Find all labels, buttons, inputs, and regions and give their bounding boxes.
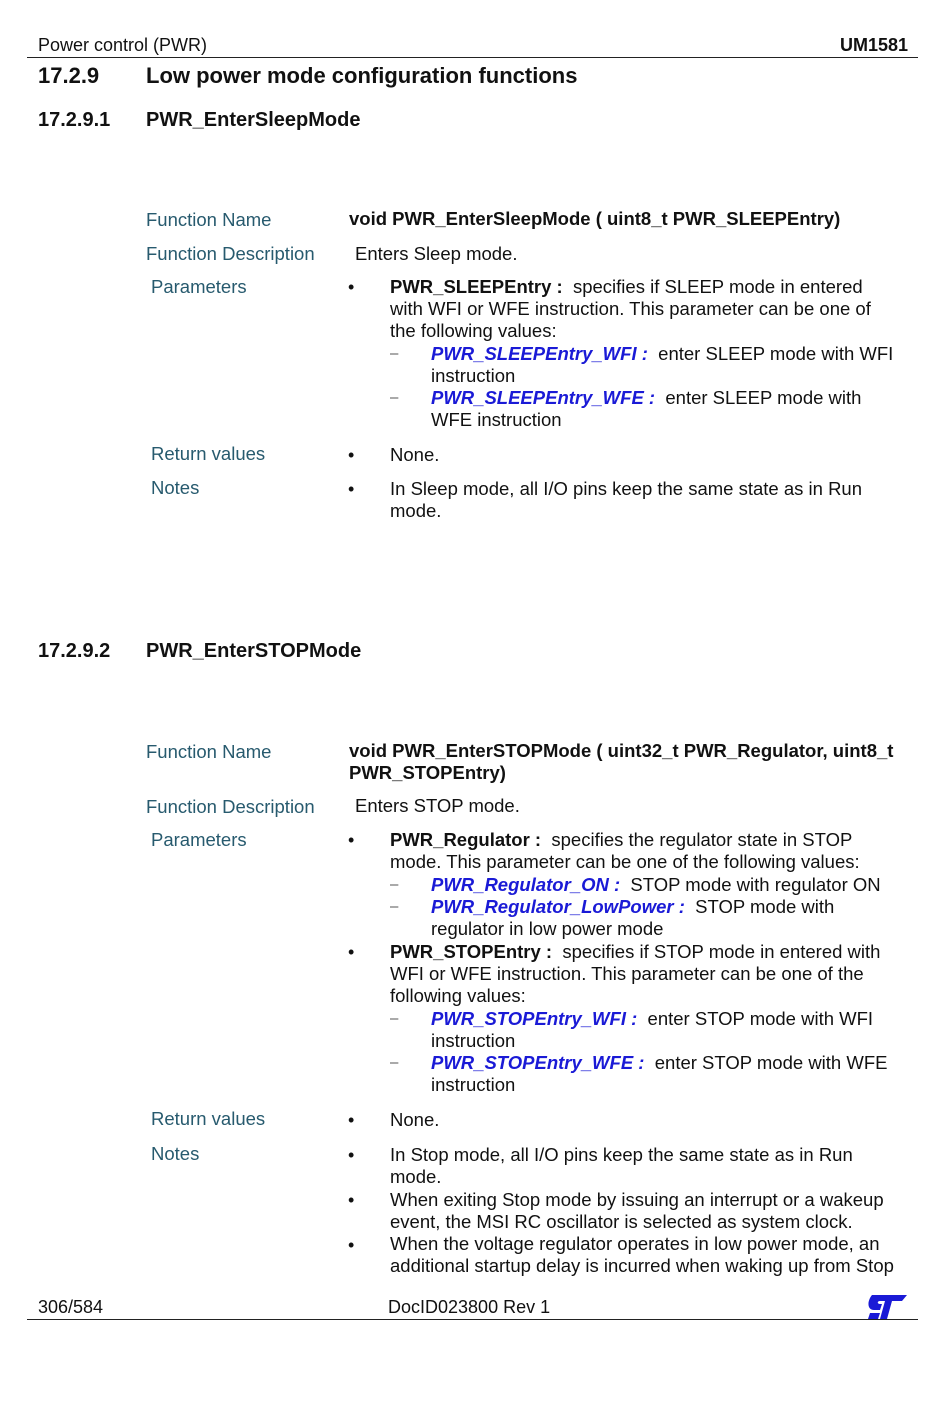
param-value-text: instruction [431,365,516,386]
label-parameters: Parameters [151,276,247,297]
note-text: In Sleep mode, all I/O pins keep the same state as in Run [390,478,863,499]
return-value: None. [390,1109,440,1130]
label-function-name: Function Name [146,209,272,230]
param-value-text: instruction [431,1074,516,1095]
param-item [390,941,910,1007]
label-return-values: Return values [151,443,266,464]
param-value-text: enter SLEEP mode with WFI [658,343,894,364]
param-name: PWR_Regulator : [390,829,542,850]
bullet-icon: • [348,445,355,465]
signature-line: PWR_STOPEntry) [349,762,506,783]
bullet-icon: • [348,1110,355,1130]
note-item [390,478,862,522]
header-section-title: Power control (PWR) [38,35,208,55]
label-parameters: Parameters [151,829,247,850]
dash-icon: – [390,876,399,893]
st-logo-icon [866,1294,908,1325]
label-function-name: Function Name [146,741,272,762]
param-value-text: instruction [431,1030,516,1051]
param-text: WFI or WFE instruction. This parameter can be one of the [390,963,864,984]
param-value-item [431,387,861,431]
dash-icon: – [390,1010,399,1027]
param-name: PWR_STOPEntry : [390,941,553,962]
dash-icon: – [390,345,399,362]
label-function-description: Function Description [146,243,315,264]
param-value-item [431,896,834,940]
bullet-icon: • [348,942,355,962]
bullet-icon: • [348,1235,355,1255]
function-signature [349,740,893,784]
param-value-text: STOP mode with regulator ON [630,874,881,895]
section-number: 17.2.9 [38,63,100,88]
dash-icon: – [390,389,399,406]
param-value-link[interactable]: PWR_SLEEPEntry_WFI : [431,343,648,364]
subsection-title: PWR_EnterSleepMode [146,109,361,131]
function-signature: void PWR_EnterSleepMode ( uint8_t PWR_SLEEPEntry) [349,208,841,229]
note-text: additional startup delay is incurred when waking up from Stop [390,1255,894,1276]
bullet-icon: • [348,277,355,297]
doc-id: DocID023800 Rev 1 [388,1297,551,1317]
param-value-item [431,874,881,896]
dash-icon: – [390,898,399,915]
param-item [390,829,910,873]
param-value-link[interactable]: PWR_SLEEPEntry_WFE : [431,387,656,408]
label-return-values: Return values [151,1108,266,1129]
subsection-number: 17.2.9.2 [38,640,111,662]
subsection-number: 17.2.9.1 [38,109,111,131]
param-name: PWR_SLEEPEntry : [390,276,563,297]
param-text: the following values: [390,320,557,341]
signature-line: void PWR_EnterSTOPMode ( uint32_t PWR_Regulator, uint8_t [349,740,894,761]
param-value-link[interactable]: PWR_STOPEntry_WFE : [431,1052,645,1073]
section-title: Low power mode configuration functions [146,63,578,88]
label-function-description: Function Description [146,796,315,817]
note-text: event, the MSI RC oscillator is selected as system clock. [390,1211,853,1232]
bullet-icon: • [348,830,355,850]
note-item [390,1233,894,1277]
note-item [390,1144,853,1188]
param-value-text: enter STOP mode with WFE [654,1052,888,1073]
bullet-icon: • [348,479,355,499]
param-value-item [431,343,893,387]
note-text: mode. [390,1166,442,1187]
param-value-text: regulator in low power mode [431,918,664,939]
bullet-icon: • [348,1190,355,1210]
param-value-link[interactable]: PWR_STOPEntry_WFI : [431,1008,638,1029]
note-text: mode. [390,500,442,521]
param-value-item [431,1008,873,1052]
param-text: with WFI or WFE instruction. This parameter can be one of [390,298,871,319]
header-divider [27,57,918,58]
param-text: specifies the regulator state in STOP [551,829,853,850]
note-text: When exiting Stop mode by issuing an interrupt or a wakeup [390,1189,884,1210]
param-text: specifies if SLEEP mode in entered [572,276,863,297]
param-value-text: WFE instruction [431,409,562,430]
footer-divider [27,1319,918,1320]
function-description: Enters Sleep mode. [355,243,518,264]
label-notes: Notes [151,477,200,498]
subsection-title: PWR_EnterSTOPMode [146,640,362,662]
param-text: mode. This parameter can be one of the following values: [390,851,860,872]
param-text: specifies if STOP mode in entered with [562,941,881,962]
note-item [390,1189,884,1233]
return-value: None. [390,444,440,465]
header-doc-code: UM1581 [839,35,908,55]
note-text: In Stop mode, all I/O pins keep the same state as in Run [390,1144,853,1165]
param-text: following values: [390,985,526,1006]
note-text: When the voltage regulator operates in low power mode, an [390,1233,880,1254]
param-value-link[interactable]: PWR_Regulator_LowPower : [431,896,685,917]
param-value-text: enter STOP mode with WFI [647,1008,874,1029]
param-value-link[interactable]: PWR_Regulator_ON : [431,874,621,895]
param-value-text: STOP mode with [695,896,835,917]
bullet-icon: • [348,1145,355,1165]
page-number: 306/584 [38,1297,104,1317]
param-value-item [431,1052,887,1096]
function-description: Enters STOP mode. [355,795,520,816]
dash-icon: – [390,1054,399,1071]
param-item [390,276,910,342]
label-notes: Notes [151,1143,200,1164]
param-value-text: enter SLEEP mode with [665,387,862,408]
